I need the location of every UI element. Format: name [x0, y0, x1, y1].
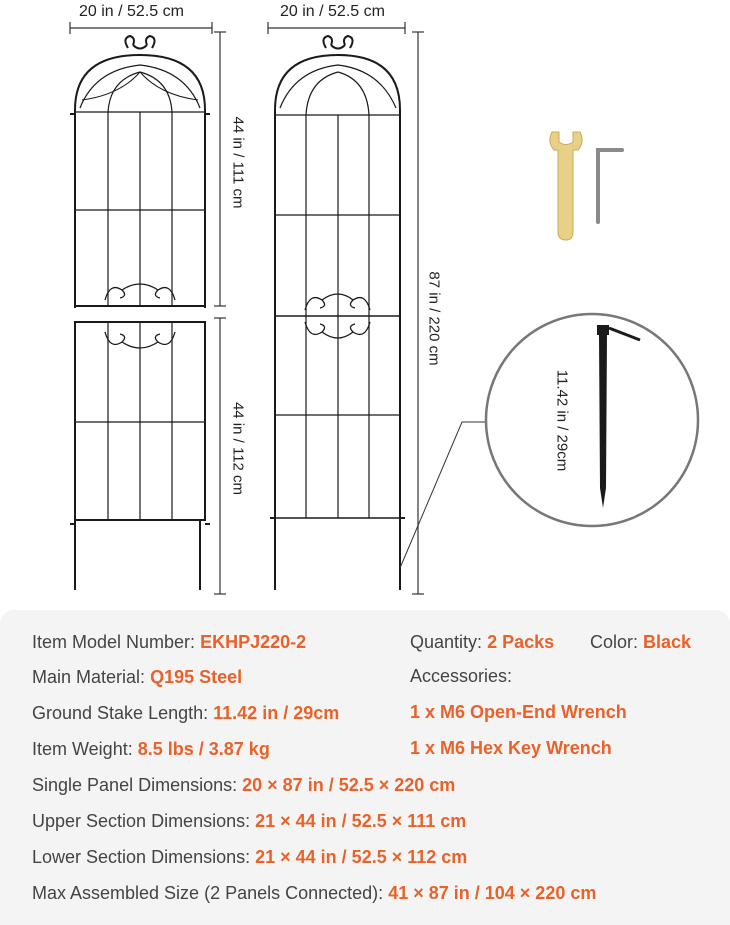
spec-color: Color: Black [590, 632, 692, 652]
spec-stake: Ground Stake Length: 11.42 in / 29cm [32, 703, 340, 723]
spec-accessory-1: 1 x M6 Open-End Wrench [410, 702, 627, 722]
spec-single-panel: Single Panel Dimensions: 20 × 87 in / 52.5 × 220 cm [32, 775, 456, 795]
open-end-wrench-icon [550, 132, 582, 240]
spec-accessories-label: Accessories: [410, 666, 513, 686]
specs-panel [0, 610, 730, 925]
upper-section-panel [70, 36, 210, 308]
right-width-dimension-line [268, 22, 405, 34]
spec-upper-section: Upper Section Dimensions: 21 × 44 in / 52.5 × 111 cm [32, 811, 467, 831]
spec-max-size: Max Assembled Size (2 Panels Connected): 41 × 87 in / 104 × 220 cm [32, 883, 597, 903]
spec-lower-section: Lower Section Dimensions: 21 × 44 in / 52.5 × 112 cm [32, 847, 468, 867]
stake-length-label: 11.42 in / 29cm [553, 369, 571, 472]
lower-height-dimension-line [214, 318, 226, 594]
stake-callout-line [400, 422, 490, 568]
spec-accessory-2: 1 x M6 Hex Key Wrench [410, 738, 612, 758]
spec-material: Main Material: Q195 Steel [32, 667, 243, 687]
total-height-label: 87 in / 220 cm [425, 271, 443, 366]
lower-height-label: 44 in / 112 cm [229, 401, 247, 496]
spec-quantity: Quantity: 2 Packs [410, 632, 555, 652]
lower-section-panel [70, 322, 210, 590]
stake-detail-circle [486, 314, 698, 526]
left-width-dimension-line [70, 22, 212, 34]
right-width-label: 20 in / 52.5 cm [280, 3, 385, 20]
spec-weight: Item Weight: 8.5 lbs / 3.87 kg [32, 739, 270, 759]
upper-height-label: 44 in / 111 cm [229, 116, 247, 209]
upper-height-dimension-line [214, 32, 226, 306]
spec-model: Item Model Number: EKHPJ220-2 [32, 632, 307, 652]
full-panel [270, 36, 405, 590]
left-width-label: 20 in / 52.5 cm [79, 3, 184, 20]
total-height-dimension-line [412, 32, 424, 594]
hex-key-icon [598, 150, 622, 222]
